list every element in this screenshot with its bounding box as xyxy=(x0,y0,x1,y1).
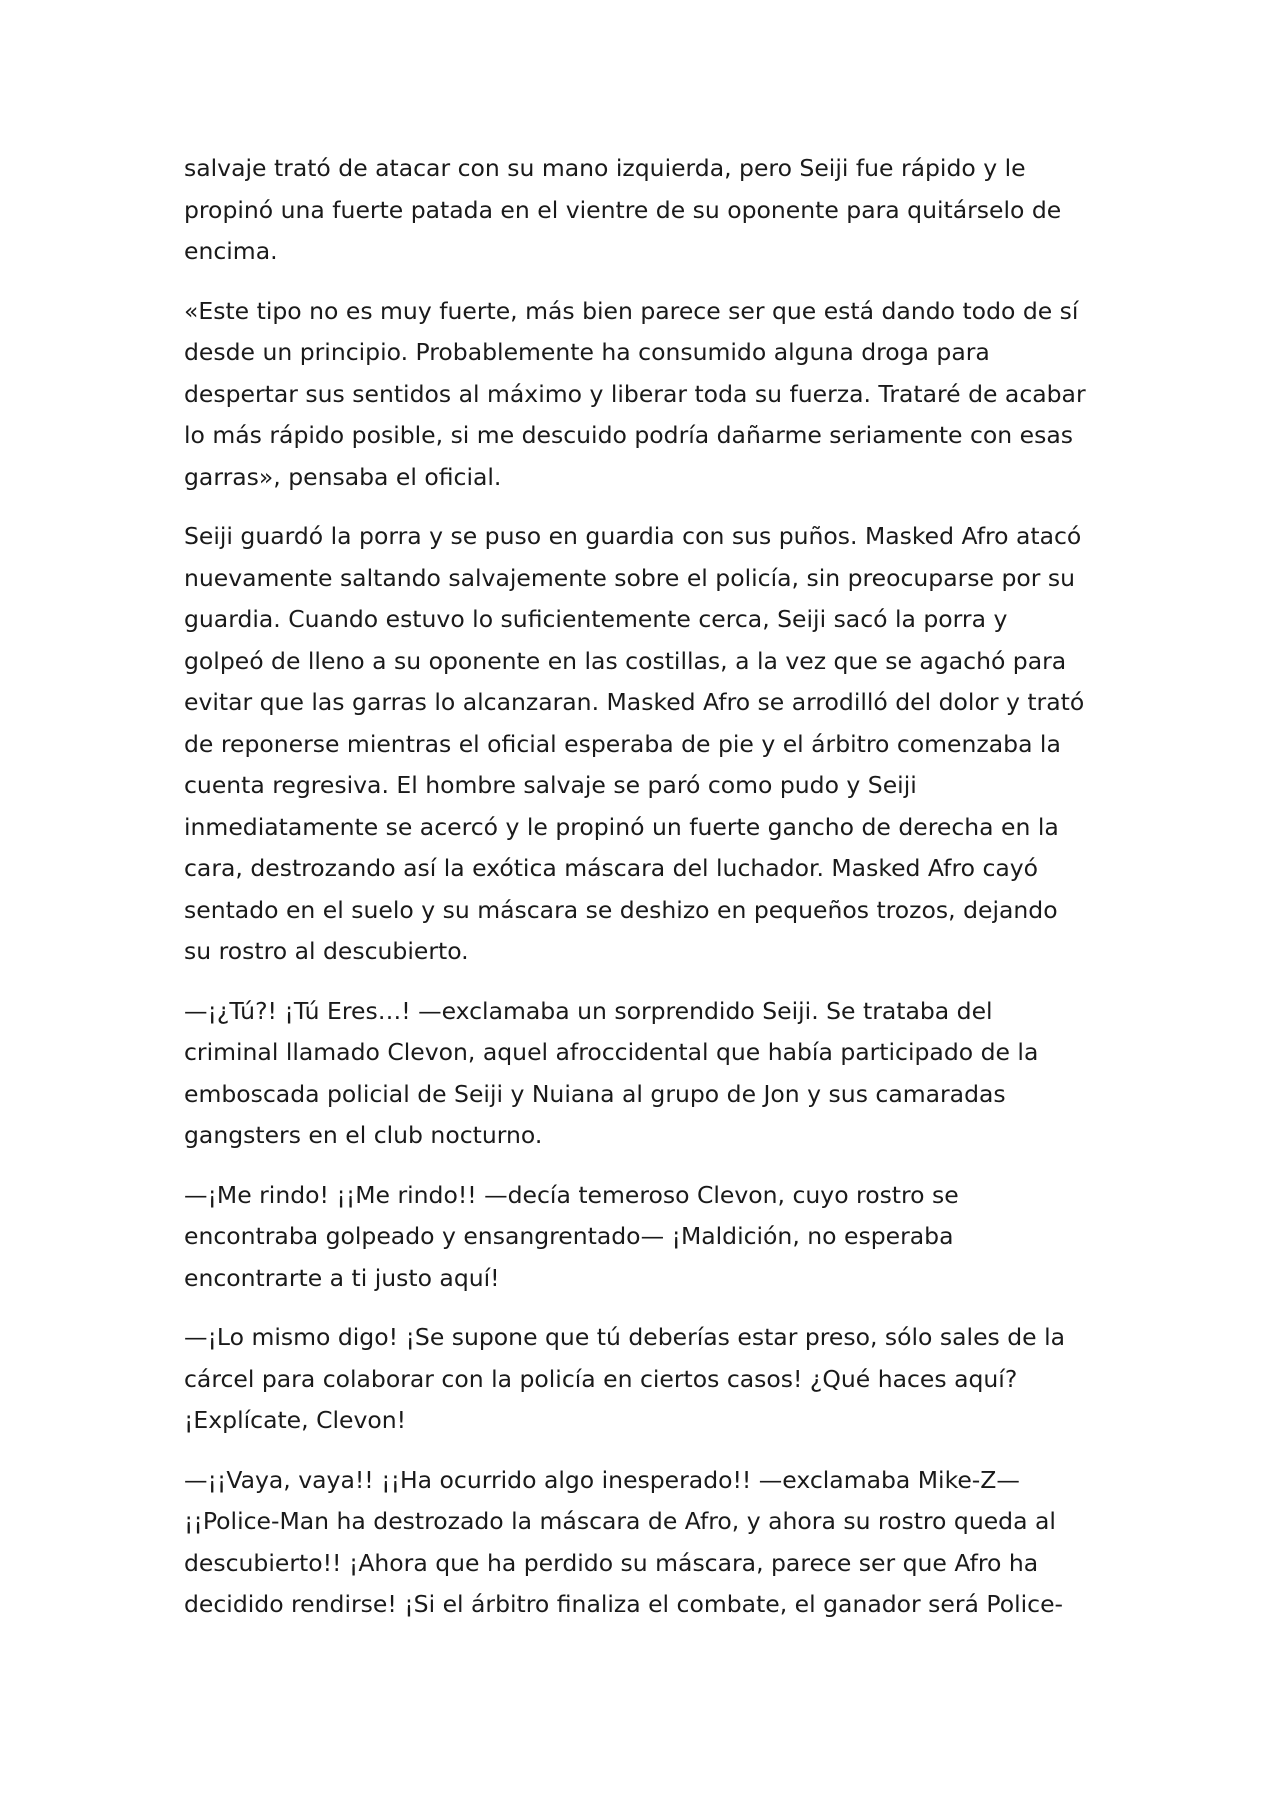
text-line: ¡¡Police-Man ha destrozado la máscara de Afro, y ahora su rostro queda al xyxy=(184,1507,1056,1535)
text-line: —¡¿Tú?! ¡Tú Eres…! —exclamaba un sorprendido Seiji. Se trataba del xyxy=(184,996,993,1025)
paragraph-6 xyxy=(184,1317,1094,1442)
text-line: inmediatamente se acercó y le propinó un fuerte gancho de derecha en la xyxy=(184,812,1059,841)
text-line: —¡Lo mismo digo! ¡Se supone que tú deberías estar preso, sólo sales de la xyxy=(184,1323,1066,1351)
paragraph-1 xyxy=(184,148,1094,273)
text-line: —¡Me rindo! ¡¡Me rindo!! —decía temeroso Clevon, cuyo rostro se xyxy=(184,1180,959,1209)
paragraph-2 xyxy=(184,291,1094,499)
text-line: Seiji guardó la porra y se puso en guardia con sus puños. Masked Afro atacó xyxy=(184,522,1082,550)
text-line: ¡Explícate, Clevon! xyxy=(184,1406,407,1434)
text-line: nuevamente saltando salvajemente sobre el policía, sin preocuparse por su xyxy=(184,563,1076,592)
text-line: encontrarte a ti justo aquí! xyxy=(184,1263,500,1292)
text-line: criminal llamado Clevon, aquel afroccidental que había participado de la xyxy=(184,1038,1039,1066)
text-line: propinó una fuerte patada en el vientre de su oponente para quitárselo de xyxy=(184,195,1062,224)
text-line: emboscada policial de Seiji y Nuiana al grupo de Jon y sus camaradas xyxy=(184,1079,1006,1108)
body-text xyxy=(184,148,1094,1644)
paragraph-7 xyxy=(184,1460,1094,1626)
text-line: lo más rápido posible, si me descuido podría dañarme seriamente con esas xyxy=(184,421,1073,449)
paragraph-5 xyxy=(184,1175,1094,1300)
text-line: desde un principio. Probablemente ha consumido alguna droga para xyxy=(184,338,990,366)
text-line: cara, destrozando así la exótica máscara del luchador. Masked Afro cayó xyxy=(184,854,1039,882)
text-line: guardia. Cuando estuvo lo suficientemente cerca, Seiji sacó la porra y xyxy=(184,605,1008,633)
text-line: encima. xyxy=(184,237,278,265)
text-line: gangsters en el club nocturno. xyxy=(184,1121,543,1149)
text-line: cuenta regresiva. El hombre salvaje se paró como pudo y Seiji xyxy=(184,771,917,799)
paragraph-3 xyxy=(184,516,1094,973)
text-line: salvaje trató de atacar con su mano izquierda, pero Seiji fue rápido y le xyxy=(184,154,1026,182)
text-line: de reponerse mientras el oficial esperaba de pie y el árbitro comenzaba la xyxy=(184,729,1061,758)
text-line: golpeó de lleno a su oponente en las costillas, a la vez que se agachó para xyxy=(184,646,1067,675)
paragraph-4 xyxy=(184,991,1094,1157)
text-line: —¡¡Vaya, vaya!! ¡¡Ha ocurrido algo inesperado!! —exclamaba Mike-Z— xyxy=(184,1465,1020,1494)
text-line: garras», pensaba el oficial. xyxy=(184,462,502,491)
text-line: encontraba golpeado y ensangrentado— ¡Maldición, no esperaba xyxy=(184,1222,954,1250)
text-line: descubierto!! ¡Ahora que ha perdido su máscara, parece ser que Afro ha xyxy=(184,1548,1039,1577)
text-line: cárcel para colaborar con la policía en ciertos casos! ¿Qué haces aquí? xyxy=(184,1364,1018,1393)
text-line: evitar que las garras lo alcanzaran. Masked Afro se arrodilló del dolor y trató xyxy=(184,688,1085,716)
text-line: sentado en el suelo y su máscara se deshizo en pequeños trozos, dejando xyxy=(184,895,1058,924)
text-line: despertar sus sentidos al máximo y liberar toda su fuerza. Trataré de acabar xyxy=(184,379,1086,408)
text-line: «Este tipo no es muy fuerte, más bien parece ser que está dando todo de sí xyxy=(184,296,1079,325)
text-line: decidido rendirse! ¡Si el árbitro finaliza el combate, el ganador será Police- xyxy=(184,1590,1064,1618)
text-line: su rostro al descubierto. xyxy=(184,937,469,965)
